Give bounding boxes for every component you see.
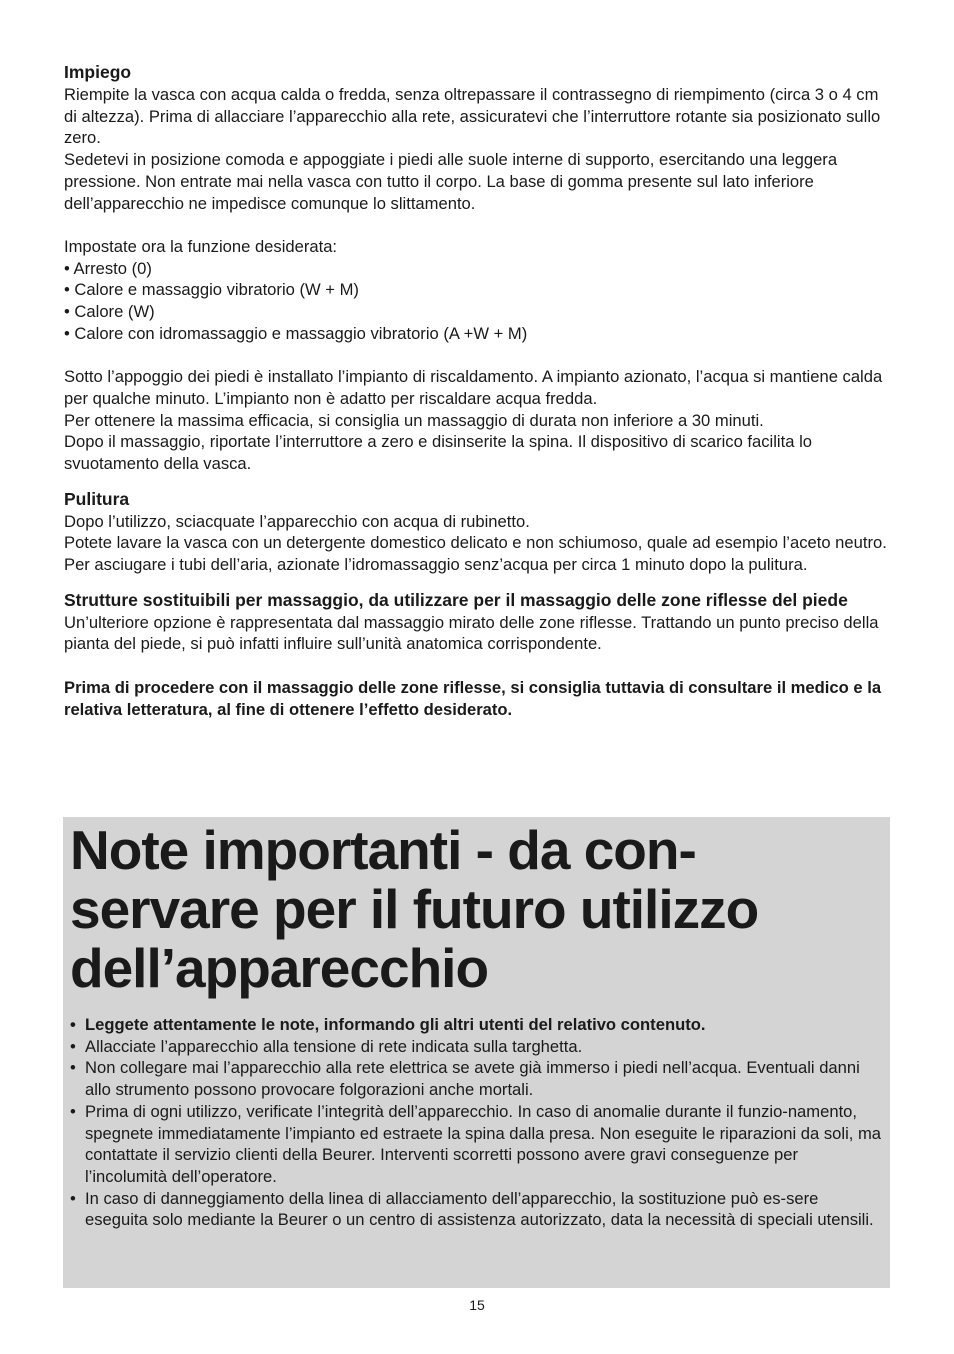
list-item <box>70 1036 882 1058</box>
function-item: • Arresto (0) <box>64 258 152 278</box>
page-number: 15 <box>469 1297 485 1313</box>
paragraph: Riempite la vasca con acqua calda o fredda, senza oltrepassare il contrassegno di riempimento (circa 3 o 4 cm di altezza). Prima di allacciare l’apparecchio alla rete, assicuratevi che l’interruttore rotante sia posizionato sullo zero. <box>64 85 881 148</box>
bullet-icon: • <box>70 1188 76 1208</box>
callout-title: Note importanti - da con- servare per il futuro utilizzo dell’apparecchio <box>70 819 759 999</box>
paragraph: Sedetevi in posizione comoda e appoggiate i piedi alle suole interne di supporto, esercitando una leggera pressione. Non entrate mai nella vasca con tutto il corpo. La base di gomma presente sul lato inferiore dell’apparecchio ne impedisce comunque lo slittamento. <box>64 150 838 213</box>
paragraph: Dopo il massaggio, riportate l’interruttore a zero e disinserite la spina. Il dispositivo di scarico facilita lo svuotamento della vasca. <box>64 432 812 473</box>
bullet-icon: • <box>70 1058 76 1078</box>
document-body <box>64 61 894 720</box>
warning-note: Prima di procedere con il massaggio delle zone riflesse, si consiglia tuttavia di consultare il medico e la relativa letteratura, al fine di ottenere l’effetto desiderato. <box>64 677 882 719</box>
bullet-icon: • <box>70 1036 76 1056</box>
paragraph: Per asciugare i tubi dell’aria, azionate l’idromassaggio senz’acqua per circa 1 minuto dopo la pulitura. <box>64 555 808 575</box>
function-item: • Calore con idromassaggio e massaggio vibratorio (A +W + M) <box>64 323 528 343</box>
list-item-text: Prima di ogni utilizzo, verificate l’integrità dell’apparecchio. In caso di anomalie durante il funzio-namento, spegnete immediatamente l’impianto ed estraete la spina dalla presa. Non eseguite le riparazioni da soli, ma contattate il servizio clienti della Beurer. Interventi scorretti possono avere gravi conseguenze per l’incolumità dell’operatore. <box>85 1101 882 1186</box>
bullet-icon: • <box>70 1101 76 1121</box>
paragraph: Impostate ora la funzione desiderata: <box>64 236 338 256</box>
function-list <box>64 258 894 345</box>
list-item-text: Leggete attentamente le note, informando gli altri utenti del relativo contenuto. <box>85 1015 706 1034</box>
bullet-icon: • <box>70 1015 76 1034</box>
section-heading-strutture: Strutture sostituibili per massaggio, da utilizzare per il massaggio delle zone riflesse del piede <box>64 589 848 610</box>
list-item <box>70 1014 882 1036</box>
list-item <box>70 1188 882 1231</box>
section-heading-pulitura: Pulitura <box>64 488 130 509</box>
function-item: • Calore e massaggio vibratorio (W + M) <box>64 280 359 300</box>
list-item-text: Non collegare mai l’apparecchio alla rete elettrica se avete già immerso i piedi nell’acqua. Eventuali danni allo strumento possono provocare folgorazioni anche mortali. <box>85 1058 860 1100</box>
function-item: • Calore (W) <box>64 302 155 322</box>
paragraph: Dopo l’utilizzo, sciacquate l’apparecchio con acqua di rubinetto. <box>64 511 530 531</box>
list-item <box>70 1057 882 1100</box>
paragraph: Potete lavare la vasca con un detergente domestico delicato e non schiumoso, quale ad esempio l’aceto neutro. <box>64 533 887 553</box>
section-heading-impiego: Impiego <box>64 62 132 82</box>
list-item-text: In caso di danneggiamento della linea di allacciamento dell’apparecchio, la sostituzione può es-sere eseguita solo mediante la Beurer o un centro di assistenza autorizzato, data la necessità di speciali utensili. <box>85 1188 874 1230</box>
list-item-text: Allacciate l’apparecchio alla tensione di rete indicata sulla targhetta. <box>85 1036 583 1056</box>
paragraph: Sotto l’appoggio dei piedi è installato l’impianto di riscaldamento. A impianto azionato, l’acqua si mantiene calda per qualche minuto. L’impianto non è adatto per riscaldare acqua fredda. <box>64 367 883 408</box>
paragraph: Un’ulteriore opzione è rappresentata dal massaggio mirato delle zone riflesse. Trattando un punto preciso della pianta del piede, si può infatti influire sull’unità anatomica corrispondente. <box>64 612 879 654</box>
important-notes-box <box>63 817 890 1288</box>
paragraph: Per ottenere la massima efficacia, si consiglia un massaggio di durata non inferiore a 30 minuti. <box>64 410 764 430</box>
list-item <box>70 1101 882 1188</box>
important-notes-list <box>70 1014 882 1231</box>
